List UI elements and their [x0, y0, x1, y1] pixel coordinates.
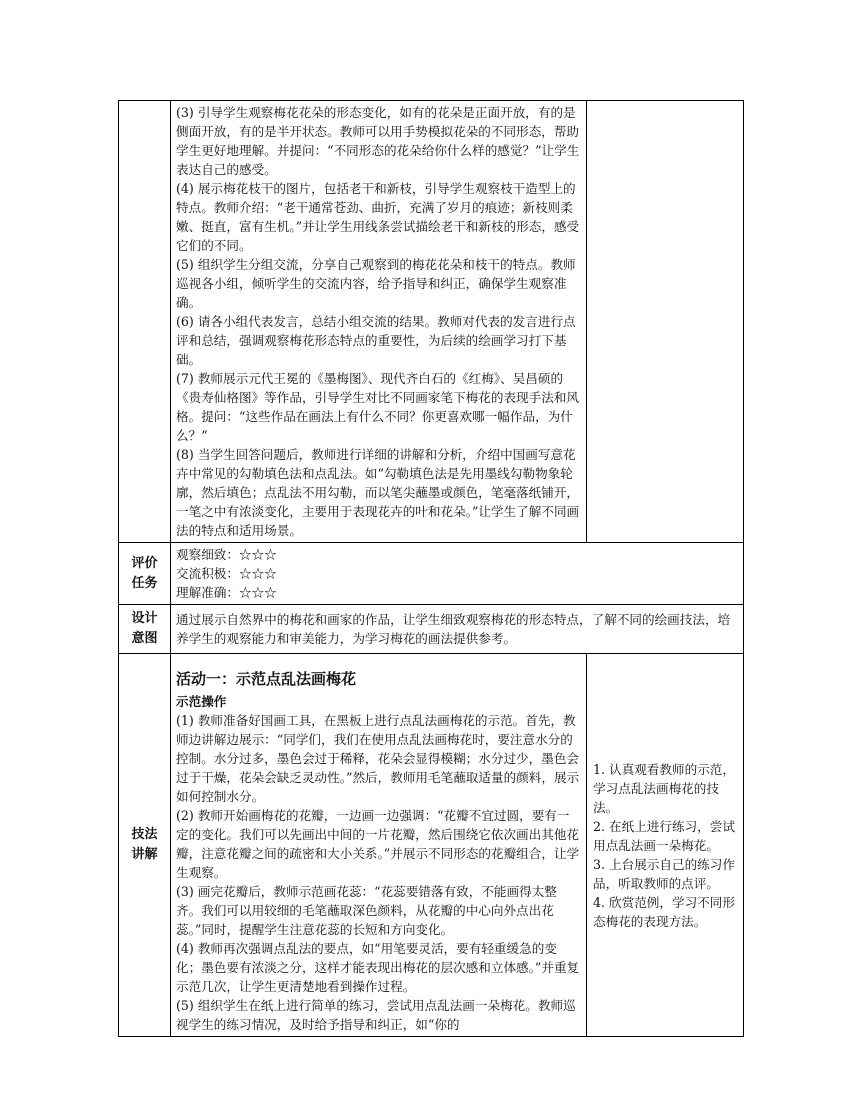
activity-title: 活动一：示范点乱法画梅花 [176, 670, 357, 688]
step-paragraph: (7) 教师展示元代王冕的《墨梅图》、现代齐白石的《红梅》、吴昌硕的《贵寿仙格图》等作品，引导学生对比不同画家笔下梅花的表现手法和风格。提问：“这些作品在画法上有什么不同？你更喜欢哪一幅作品，为什么？” [176, 371, 579, 443]
step-paragraph: (3) 引导学生观察梅花花朵的形态变化，如有的花朵是正面开放，有的是侧面开放，有的是半开状态。教师可以用手势模拟花朵的不同形态，帮助学生更好地理解。并提问：“不同形态的花朵给你什么样的感觉？”让学生表达自己的感受。 [176, 105, 580, 177]
table-row-evaluation [119, 543, 744, 605]
section-title: 示范操作 [176, 694, 227, 709]
student-item: 4. 欣赏范例，学习不同形态梅花的表现方法。 [593, 894, 735, 929]
step-paragraph: (5) 组织学生在纸上进行简单的练习，尝试用点乱法画一朵梅花。教师巡视学生的练习情况，及时给予指导和纠正，如“你的 [176, 998, 576, 1032]
technique-student-cell [587, 654, 744, 1037]
table-row-technique [119, 654, 744, 1037]
evaluation-cell [171, 543, 744, 605]
step-paragraph: (4) 教师再次强调点乱法的要点，如“用笔要灵活，要有轻重缓急的变化；墨色要有浓淡之分，这样才能表现出梅花的层次感和立体感。”并重复示范几次，让学生更清楚地看到操作过程。 [176, 941, 580, 994]
design-intent-text: 通过展示自然界中的梅花和画家的作品，让学生细致观察梅花的形态特点，了解不同的绘画技法，培养学生的观察能力和审美能力，为学习梅花的画法提供参考。 [176, 612, 731, 646]
step-paragraph: (4) 展示梅花枝干的图片，包括老干和新枝，引导学生观察枝干造型上的特点。教师介绍：“老干通常苍劲、曲折，充满了岁月的痕迹；新枝则柔嫩、挺直，富有生机。”并让学生用线条尝试描绘老干和新枝的形态，感受它们的不同。 [176, 181, 580, 253]
label-line: 任务 [131, 575, 158, 591]
evaluation-item: 观察细致：☆☆☆ [176, 547, 277, 562]
lesson-plan-table [118, 100, 744, 1037]
row-label-empty [119, 101, 171, 543]
row-label-evaluation [119, 543, 171, 605]
student-item: 1. 认真观看教师的示范，学习点乱法画梅花的技法。 [593, 761, 735, 815]
label-line: 评价 [131, 555, 158, 571]
student-item: 3. 上台展示自己的练习作品，听取教师的点评。 [593, 856, 735, 891]
table-row-observation [119, 101, 744, 543]
row-label-design-intent [119, 605, 171, 654]
label-line: 设计 [131, 611, 158, 626]
evaluation-item: 交流积极：☆☆☆ [176, 566, 277, 581]
step-paragraph: (1) 教师准备好国画工具，在黑板上进行点乱法画梅花的示范。首先，教师边讲解边展示：“同学们，我们在使用点乱法画梅花时，要注意水分的控制。水分过多，墨色会过于稀释，花朵会显得模糊；水分过少，墨色会过于干燥，花朵会缺乏灵动性。”然后，教师用毛笔蘸取适量的颜料，展示如何控制水分。 [176, 713, 580, 804]
technique-teacher-cell [171, 654, 587, 1037]
label-line: 讲解 [131, 847, 158, 862]
evaluation-item: 理解准确：☆☆☆ [176, 585, 277, 600]
student-activity-cell-empty [587, 101, 744, 543]
table-row-design-intent [119, 605, 744, 654]
design-intent-cell [171, 605, 744, 654]
step-paragraph: (5) 组织学生分组交流，分享自己观察到的梅花花朵和枝干的特点。教师巡视各小组，倾听学生的交流内容，给予指导和纠正，确保学生观察准确。 [176, 257, 576, 310]
step-paragraph: (3) 画完花瓣后，教师示范画花蕊：“花蕊要错落有致，不能画得太整齐。我们可以用较细的毛笔蘸取深色颜料，从花瓣的中心向外点出花蕊。”同时，提醒学生注意花蕊的长短和方向变化。 [176, 884, 557, 937]
step-paragraph: (8) 当学生回答问题后，教师进行详细的讲解和分析，介绍中国画写意花卉中常见的勾勒填色法和点乱法。如“勾勒填色法是先用墨线勾勒物象轮廓，然后填色；点乱法不用勾勒，而以笔尖蘸墨或颜色，笔毫落纸铺开，一笔之中有浓淡变化，主要用于表现花卉的叶和花朵。”让学生了解不同画法的特点和适用场景。 [176, 447, 580, 538]
student-item: 2. 在纸上进行练习，尝试用点乱法画一朵梅花。 [593, 818, 735, 853]
teacher-activity-cell [171, 101, 587, 543]
label-line: 技法 [131, 827, 158, 842]
step-paragraph: (2) 教师开始画梅花的花瓣，一边画一边强调：“花瓣不宜过圆，要有一定的变化。我们可以先画出中间的一片花瓣，然后围绕它依次画出其他花瓣，注意花瓣之间的疏密和大小关系。”并展示不同形态的花瓣组合，让学生观察。 [176, 808, 580, 880]
step-paragraph: (6) 请各小组代表发言，总结小组交流的结果。教师对代表的发言进行点评和总结，强调观察梅花形态特点的重要性，为后续的绘画学习打下基础。 [176, 314, 576, 367]
label-line: 意图 [131, 631, 158, 646]
row-label-technique [119, 654, 171, 1037]
